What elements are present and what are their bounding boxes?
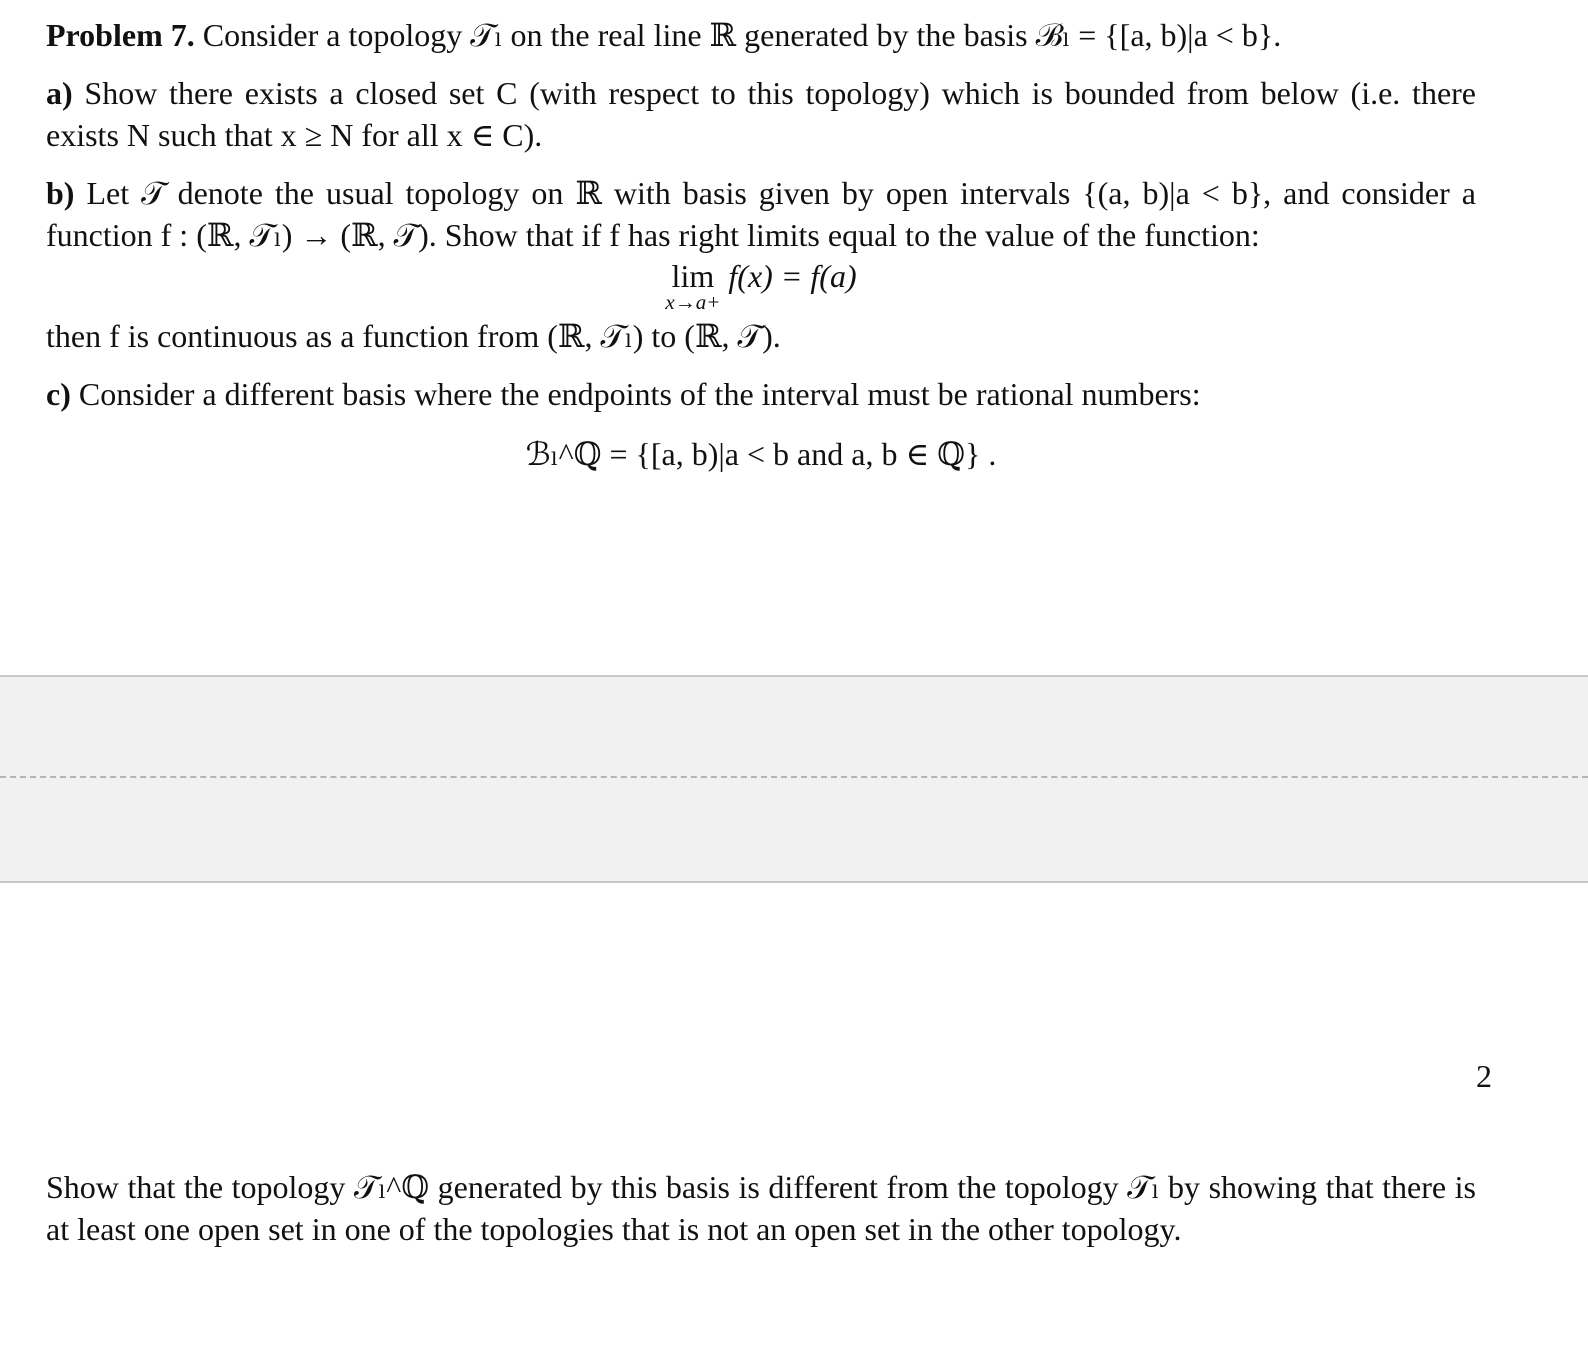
part-b-text: Let 𝒯 denote the usual topology on ℝ with basis given by open intervals {(a, b)|a < b}, and consider a function f : (ℝ, 𝒯ₗ) → (ℝ, 𝒯). Show that if f has right limits equal to the value of the function: [46, 175, 1476, 253]
problem-title: Problem 7. [46, 17, 195, 53]
limit-operator [665, 258, 721, 314]
page-number: 2 [1476, 1058, 1492, 1094]
page-break-band [0, 675, 1588, 883]
limit-equation [46, 258, 1476, 314]
page-top-content [46, 14, 1476, 473]
part-a-text: Show there exists a closed set C (with respect to this topology) which is bounded from below (i.e. there exists N such that x ≥ N for all x ∈ C). [46, 75, 1476, 153]
rational-basis-equation: ℬₗ^ℚ = {[a, b)|a < b and a, b ∈ ℚ} . [525, 436, 997, 472]
part-b-label: b) [46, 175, 75, 211]
limit-word: lim [671, 258, 715, 294]
page-break-dashed-line [0, 776, 1588, 778]
part-b [46, 172, 1476, 256]
limit-rhs: f(x) = f(a) [720, 258, 857, 294]
part-a [46, 72, 1476, 156]
limit-subscript: x→a+ [665, 290, 721, 314]
part-c-text: Consider a different basis where the endpoints of the interval must be rational numbers: [70, 376, 1201, 412]
part-c-label: c) [46, 376, 71, 412]
part-c [46, 373, 1476, 415]
page-bottom-content [46, 1166, 1476, 1250]
problem-statement [46, 14, 1476, 56]
part-b-conclusion: then f is continuous as a function from (ℝ, 𝒯ₗ) to (ℝ, 𝒯). [46, 318, 781, 354]
part-a-label: a) [46, 75, 73, 111]
part-c-continuation: Show that the topology 𝒯ₗ^ℚ generated by this basis is different from the topology 𝒯ₗ by showing that there is at least one open set in one of the topologies that is not an open set in the other topology. [46, 1169, 1476, 1247]
problem-intro: Consider a topology 𝒯ₗ on the real line ℝ generated by the basis ℬₗ = {[a, b)|a < b}. [194, 17, 1282, 53]
